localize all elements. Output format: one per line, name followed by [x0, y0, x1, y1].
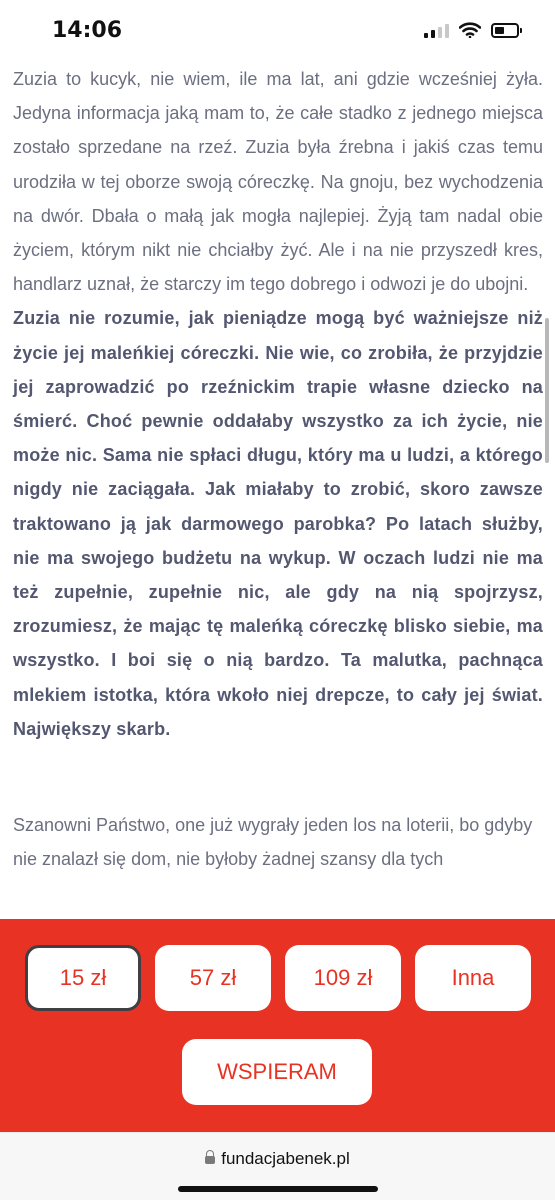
battery-icon [491, 23, 519, 38]
url-text: fundacjabenek.pl [221, 1149, 350, 1168]
amount-button-109[interactable]: 109 zł [285, 945, 401, 1011]
amount-button-15[interactable]: 15 zł [25, 945, 141, 1011]
article-paragraph-bold: Zuzia nie rozumie, jak pieniądze mogą być ważniejsze niż życie jej maleńkiej córeczki. Nie wie, co zrobiła, że przyjdzie jej zaprowadzić po rzeźnickim trapie własne dziecko na śmierć. Choć pewnie oddałaby wszystko za ich życie, nie może nic. Sama nie spłaci długu, który ma u ludzi, a którego nigdy nie zaciągała. Jak miałaby to zrobić, skoro zawsze traktowano ją jak darmowego parobka? Po latach służby, nie ma swojego budżetu na wykup. W oczach ludzi nie ma też zupełnie, zupełnie nic, ale gdy na nią spojrzysz, zrozumiesz, że mając tę maleńką córeczkę blisko siebie, ma wszystko. I boi się o nią bardzo. Ta malutka, pachnąca mlekiem istotka, która wkoło niej drepcze, to cały jej świat. Największy skarb. [13, 308, 543, 739]
scrollbar[interactable] [545, 318, 549, 463]
lock-icon [205, 1155, 215, 1167]
article-paragraph: Zuzia to kucyk, nie wiem, ile ma lat, ani gdzie wcześniej żyła. Jedyna informacja jaką mam to, że całe stadko z jednego miejsca zostało sprzedane na rzeź. Zuzia była źrebna i jakiś czas temu urodziła w tej oborze swoją córeczkę. Na gnoju, bez wychodzenia na dwór. Dbała o małą jak mogła najlepiej. Żyją tam nadal obie życiem, którym nikt nie chciałby żyć. Ale i na nie przyszedł kres, handlarz uznał, że starczy im tego dobrego i odwozi je do ubojni. [13, 69, 543, 295]
status-icons [424, 22, 519, 38]
amount-options [25, 945, 531, 1011]
cellular-signal-icon [424, 22, 449, 38]
amount-button-other[interactable]: Inna [415, 945, 531, 1011]
home-indicator[interactable] [178, 1186, 378, 1192]
status-time: 14:06 [52, 18, 123, 43]
article-paragraph: Szanowni Państwo, one już wygrały jeden los na loterii, bo gdyby nie znalazł się dom, nie byłoby żadnej szansy dla tych [13, 815, 533, 870]
support-button[interactable]: WSPIERAM [182, 1039, 372, 1105]
article-content [13, 62, 543, 876]
url-field[interactable] [0, 1149, 555, 1169]
status-bar [0, 0, 555, 62]
wifi-icon [459, 22, 481, 38]
amount-button-57[interactable]: 57 zł [155, 945, 271, 1011]
browser-address-bar[interactable] [0, 1132, 555, 1200]
donation-panel [0, 919, 555, 1132]
